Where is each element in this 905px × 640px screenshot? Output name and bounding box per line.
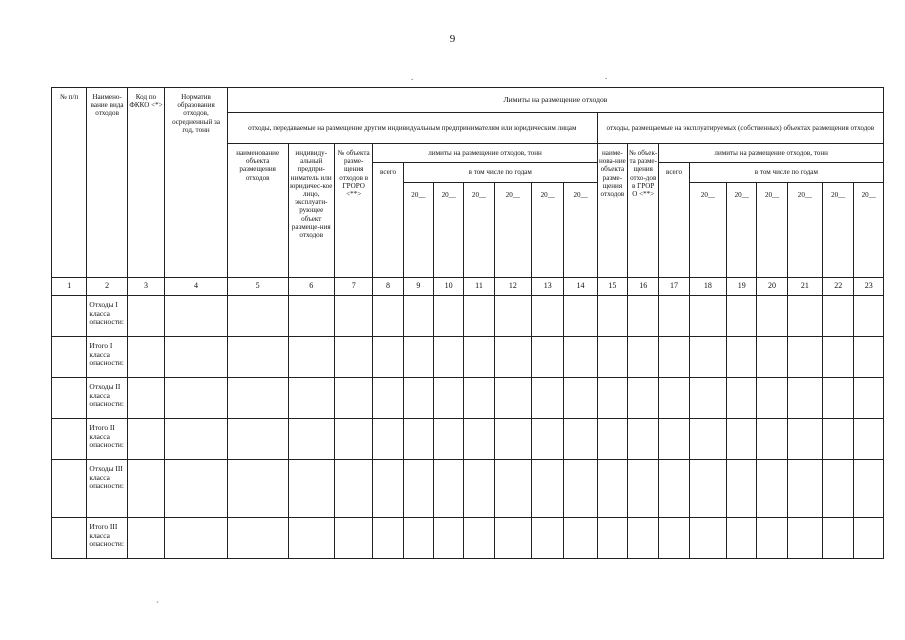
- table-cell: [403, 378, 433, 419]
- table-cell: [659, 337, 689, 378]
- table-cell: [854, 460, 884, 518]
- header-year: 20__: [494, 183, 531, 278]
- table-cell: [403, 337, 433, 378]
- table-cell: [854, 378, 884, 419]
- header-norm: Норматив образования отходов, осредненный за год, тонн: [165, 88, 228, 278]
- header-year-own: 20__: [727, 183, 757, 278]
- column-number: 3: [127, 278, 164, 296]
- table-cell: [532, 337, 564, 378]
- table-cell: [288, 378, 334, 419]
- table-cell: [628, 296, 659, 337]
- table-cell: [757, 378, 787, 419]
- table-cell: [787, 460, 822, 518]
- header-year-own: 20__: [787, 183, 822, 278]
- column-number: 1: [52, 278, 87, 296]
- table-cell: [564, 378, 597, 419]
- table-cell: [288, 296, 334, 337]
- table-cell: [532, 460, 564, 518]
- header-groro-number-own: № объек-та разме-щения отхо-дов в ГРОР О <**>: [628, 144, 659, 278]
- column-number: 14: [564, 278, 597, 296]
- column-number: 11: [464, 278, 494, 296]
- table-cell: [854, 419, 884, 460]
- table-cell: [689, 296, 726, 337]
- table-cell: [52, 460, 87, 518]
- table-cell: [564, 296, 597, 337]
- table-cell: [628, 378, 659, 419]
- header-year-own: 20__: [854, 183, 884, 278]
- table-cell: [787, 337, 822, 378]
- table-cell: [659, 518, 689, 559]
- table-cell: [787, 378, 822, 419]
- header-total-own: всего: [659, 163, 689, 278]
- table-cell: [659, 296, 689, 337]
- table-cell: [464, 518, 494, 559]
- column-number: 9: [403, 278, 433, 296]
- table-cell: [227, 460, 288, 518]
- table-cell: [165, 296, 228, 337]
- table-cell: [494, 296, 531, 337]
- header-by-years: в том числе по годам: [403, 163, 597, 183]
- table-cell: [373, 460, 403, 518]
- table-cell: [334, 460, 372, 518]
- table-cell: [127, 378, 164, 419]
- column-number: 21: [787, 278, 822, 296]
- row-label: Итого II класса опасности:: [87, 419, 127, 460]
- table-cell: [227, 378, 288, 419]
- table-cell: [334, 337, 372, 378]
- table-row: [52, 419, 884, 460]
- table-cell: [127, 337, 164, 378]
- table-cell: [597, 337, 627, 378]
- header-entrepreneur: индивиду-альный предпри-ниматель или юридичес-кое лицо, эксплуати-рующее объект размеще-ния отходов: [288, 144, 334, 278]
- table-cell: [227, 518, 288, 559]
- table-cell: [434, 460, 464, 518]
- table-cell: [787, 296, 822, 337]
- table-cell: [597, 460, 627, 518]
- table-cell: [564, 460, 597, 518]
- table-row: [52, 460, 884, 518]
- scan-speck: .: [605, 71, 608, 81]
- table-cell: [532, 378, 564, 419]
- table-cell: [854, 518, 884, 559]
- table-cell: [757, 296, 787, 337]
- table-cell: [334, 378, 372, 419]
- table-cell: [288, 337, 334, 378]
- table-cell: [689, 518, 726, 559]
- table-cell: [288, 518, 334, 559]
- row-label: Отходы III класса опасности:: [87, 460, 127, 518]
- table-row: [52, 378, 884, 419]
- table-cell: [628, 337, 659, 378]
- header-year: 20__: [464, 183, 494, 278]
- table-cell: [52, 337, 87, 378]
- column-number: 12: [494, 278, 531, 296]
- header-limits-tons: лимиты на размещение отходов, тонн: [373, 144, 597, 163]
- table-cell: [532, 296, 564, 337]
- header-own-object-name: наиме-нова-ние объекта разме-щения отходов: [597, 144, 627, 278]
- header-year: 20__: [434, 183, 464, 278]
- table-cell: [628, 518, 659, 559]
- table-cell: [227, 337, 288, 378]
- header-year: 20__: [403, 183, 433, 278]
- table-cell: [334, 296, 372, 337]
- header-waste-name: Наимено-вание вида отходов: [87, 88, 127, 278]
- row-label: Итого III класса опасности:: [87, 518, 127, 559]
- table-cell: [464, 419, 494, 460]
- table-cell: [165, 460, 228, 518]
- table-row: [52, 337, 884, 378]
- header-group-transfer: отходы, передаваемые на размещение другим индивидуальным предпринимателям или юридическим лицам: [227, 113, 597, 144]
- header-fkko-code: Код по ФККО <*>: [127, 88, 164, 278]
- column-number: 15: [597, 278, 627, 296]
- table-cell: [165, 518, 228, 559]
- table-cell: [165, 419, 228, 460]
- table-cell: [727, 419, 757, 460]
- table-cell: [227, 419, 288, 460]
- table-cell: [288, 419, 334, 460]
- table-cell: [464, 337, 494, 378]
- column-number: 8: [373, 278, 403, 296]
- table-cell: [597, 296, 627, 337]
- table-cell: [403, 460, 433, 518]
- table-cell: [597, 378, 627, 419]
- table-cell: [564, 337, 597, 378]
- table-cell: [52, 518, 87, 559]
- table-cell: [854, 337, 884, 378]
- table-cell: [434, 337, 464, 378]
- table-cell: [127, 518, 164, 559]
- table-cell: [288, 460, 334, 518]
- table-cell: [494, 518, 531, 559]
- table-cell: [757, 460, 787, 518]
- table-row: [52, 518, 884, 559]
- table-cell: [464, 378, 494, 419]
- header-group-own: отходы, размещаемые на эксплуатируемых (собственных) объектах размещения отходов: [597, 113, 883, 144]
- table-row: [52, 296, 884, 337]
- column-number: 7: [334, 278, 372, 296]
- table-cell: [464, 460, 494, 518]
- table-cell: [165, 378, 228, 419]
- table-cell: [564, 419, 597, 460]
- table-cell: [334, 518, 372, 559]
- table-cell: [52, 296, 87, 337]
- table-cell: [689, 419, 726, 460]
- table-cell: [659, 460, 689, 518]
- column-number: 22: [823, 278, 854, 296]
- header-groro-number: № объекта разме-щения отходов в ГРОРО <**>: [334, 144, 372, 278]
- header-np: № п/п: [52, 88, 87, 278]
- table-cell: [689, 337, 726, 378]
- table-cell: [823, 460, 854, 518]
- table-cell: [757, 337, 787, 378]
- header-limits-tons-own: лимиты на размещение отходов, тонн: [659, 144, 884, 163]
- table-cell: [434, 518, 464, 559]
- table-cell: [659, 419, 689, 460]
- row-label: Отходы I класса опасности:: [87, 296, 127, 337]
- table-cell: [727, 337, 757, 378]
- table-cell: [464, 296, 494, 337]
- column-number: 4: [165, 278, 228, 296]
- table-cell: [597, 518, 627, 559]
- table-cell: [127, 460, 164, 518]
- table-cell: [757, 419, 787, 460]
- table-cell: [373, 337, 403, 378]
- table-cell: [532, 419, 564, 460]
- table-cell: [494, 378, 531, 419]
- table-cell: [373, 378, 403, 419]
- column-number: 17: [659, 278, 689, 296]
- table-cell: [689, 460, 726, 518]
- table-cell: [823, 337, 854, 378]
- column-number: 6: [288, 278, 334, 296]
- column-number: 23: [854, 278, 884, 296]
- table-cell: [689, 378, 726, 419]
- table-cell: [127, 419, 164, 460]
- table-cell: [854, 296, 884, 337]
- scan-speck: `: [156, 600, 159, 610]
- table-cell: [403, 518, 433, 559]
- column-number: 13: [532, 278, 564, 296]
- scan-speck: .: [411, 72, 414, 82]
- table-cell: [494, 337, 531, 378]
- column-number: 19: [727, 278, 757, 296]
- table-cell: [403, 296, 433, 337]
- table-cell: [434, 378, 464, 419]
- column-number: 10: [434, 278, 464, 296]
- table-cell: [165, 337, 228, 378]
- table-cell: [727, 378, 757, 419]
- table-cell: [787, 419, 822, 460]
- row-label: Итого I класса опасности:: [87, 337, 127, 378]
- header-total: всего: [373, 163, 403, 278]
- table-cell: [823, 419, 854, 460]
- table-cell: [373, 419, 403, 460]
- table-cell: [52, 378, 87, 419]
- table-cell: [757, 518, 787, 559]
- table-cell: [52, 419, 87, 460]
- table-cell: [373, 296, 403, 337]
- table-cell: [334, 419, 372, 460]
- table-cell: [494, 460, 531, 518]
- waste-limits-table: [51, 87, 884, 559]
- table-cell: [628, 460, 659, 518]
- header-object-name: наименование объекта размещения отходов: [227, 144, 288, 278]
- table-cell: [597, 419, 627, 460]
- table-cell: [564, 518, 597, 559]
- table-cell: [727, 460, 757, 518]
- column-number: 2: [87, 278, 127, 296]
- table-cell: [727, 296, 757, 337]
- table-cell: [532, 518, 564, 559]
- column-number: 5: [227, 278, 288, 296]
- table-cell: [494, 419, 531, 460]
- table-cell: [787, 518, 822, 559]
- table-cell: [823, 296, 854, 337]
- table-cell: [434, 296, 464, 337]
- header-year: 20__: [564, 183, 597, 278]
- header-by-years-own: в том числе по годам: [689, 163, 883, 183]
- column-number: 16: [628, 278, 659, 296]
- header-limits-title: Лимиты на размещение отходов: [227, 88, 883, 113]
- table-cell: [823, 518, 854, 559]
- table-cell: [727, 518, 757, 559]
- header-year: 20__: [532, 183, 564, 278]
- column-number: 20: [757, 278, 787, 296]
- table-cell: [823, 378, 854, 419]
- table-cell: [659, 378, 689, 419]
- header-year-own: 20__: [757, 183, 787, 278]
- row-label: Отходы II класса опасности:: [87, 378, 127, 419]
- table-cell: [373, 518, 403, 559]
- table-cell: [434, 419, 464, 460]
- header-year-own: 20__: [823, 183, 854, 278]
- table-cell: [403, 419, 433, 460]
- page-number: 9: [449, 33, 456, 45]
- table-cell: [628, 419, 659, 460]
- column-number: 18: [689, 278, 726, 296]
- header-year-own: 20__: [689, 183, 726, 278]
- table-cell: [127, 296, 164, 337]
- table-cell: [227, 296, 288, 337]
